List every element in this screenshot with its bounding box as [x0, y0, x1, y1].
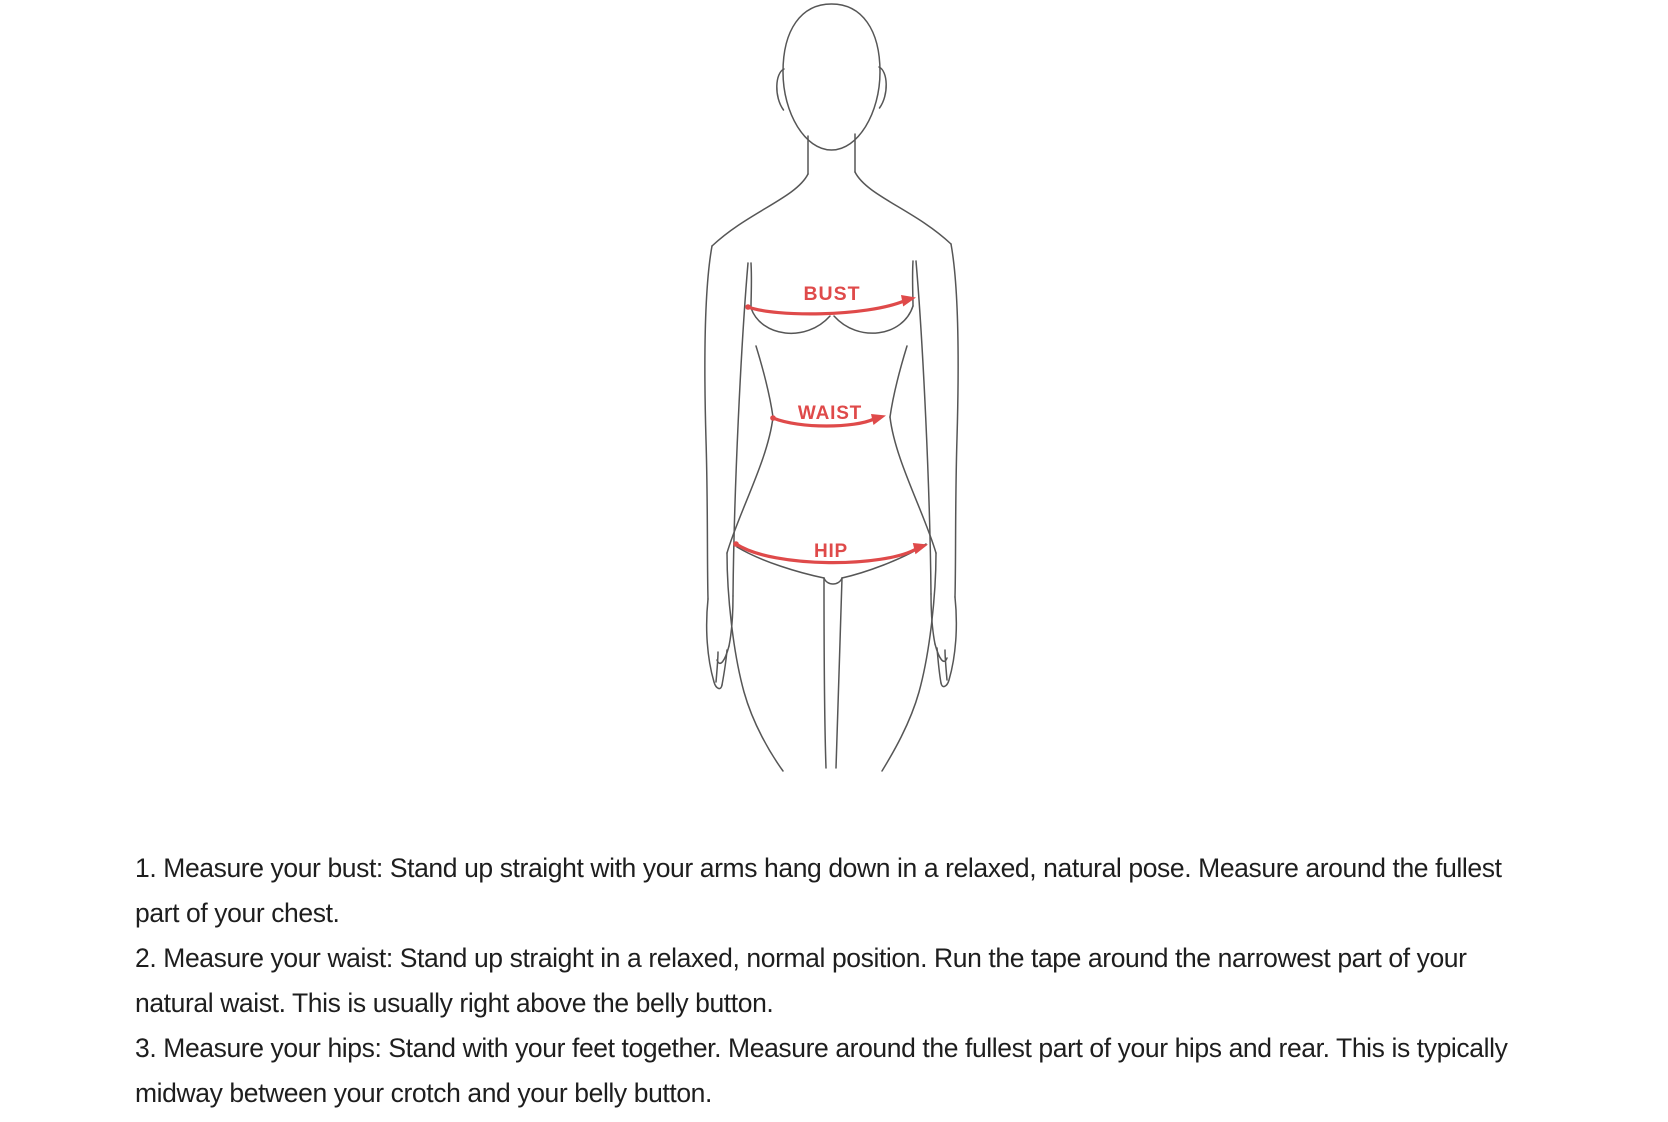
figure-torso-right [890, 346, 907, 417]
figure-leg-outer-left [727, 553, 783, 771]
measurement-arrows [736, 301, 916, 563]
figure-leg-inner-right [836, 578, 842, 768]
figure-hand-left [707, 599, 722, 689]
measurement-labels [798, 283, 862, 562]
instruction-waist-line-2: natural waist. This is usually right above the belly button. [135, 988, 774, 1018]
bust-arrowhead-icon [901, 295, 916, 307]
figure-hand-right [941, 597, 956, 687]
instruction-waist [135, 936, 1507, 1026]
figure-arm-outer-right [951, 244, 958, 597]
figure-crotch-curve [824, 578, 842, 584]
bust-arrow-dot [745, 304, 751, 310]
hip-arrow-dot [733, 541, 739, 547]
figure-hand-left-finger-1 [722, 650, 727, 685]
instruction-hips [135, 1026, 1507, 1116]
figure-leg-outer-right [882, 553, 936, 771]
figure-shoulder-right [855, 172, 951, 244]
figure-torso-left [756, 346, 773, 417]
figure-leg-inner-left [824, 578, 826, 768]
waist-arrowhead-icon [871, 414, 886, 425]
figure-hand-right-finger-2 [945, 650, 947, 680]
instruction-hips-line-2: midway between your crotch and your belly button. [135, 1078, 712, 1108]
figure-outline [705, 4, 958, 771]
bust-label: BUST [803, 283, 861, 305]
body-measurement-diagram [620, 0, 1040, 790]
instruction-bust-line-1: 1. Measure your bust: Stand up straight with your arms hang down in a relaxed, natural pose. Measure around the fullest [135, 853, 1502, 883]
figure-arm-outer-left [705, 246, 712, 599]
waist-label: WAIST [797, 403, 863, 424]
instruction-bust-line-2: part of your chest. [135, 898, 340, 928]
hip-arrowhead-icon [913, 543, 928, 554]
hip-label: HIP [813, 541, 849, 562]
figure-head [783, 4, 880, 150]
waist-arrow-dot [770, 415, 776, 421]
figure-shoulder-left [712, 174, 808, 246]
body-figure-svg [620, 0, 1040, 790]
measuring-instructions [135, 846, 1507, 1116]
figure-hand-right-finger-1 [937, 648, 941, 683]
instruction-hips-line-1: 3. Measure your hips: Stand with your feet together. Measure around the fullest part of your hips and rear. This is typically [135, 1033, 1508, 1063]
instruction-waist-line-1: 2. Measure your waist: Stand up straight in a relaxed, normal position. Run the tape around the narrowest part of your [135, 943, 1467, 973]
instruction-bust [135, 846, 1507, 936]
figure-hand-left-finger-2 [716, 652, 718, 682]
figure-hip-flare-left [727, 417, 773, 553]
